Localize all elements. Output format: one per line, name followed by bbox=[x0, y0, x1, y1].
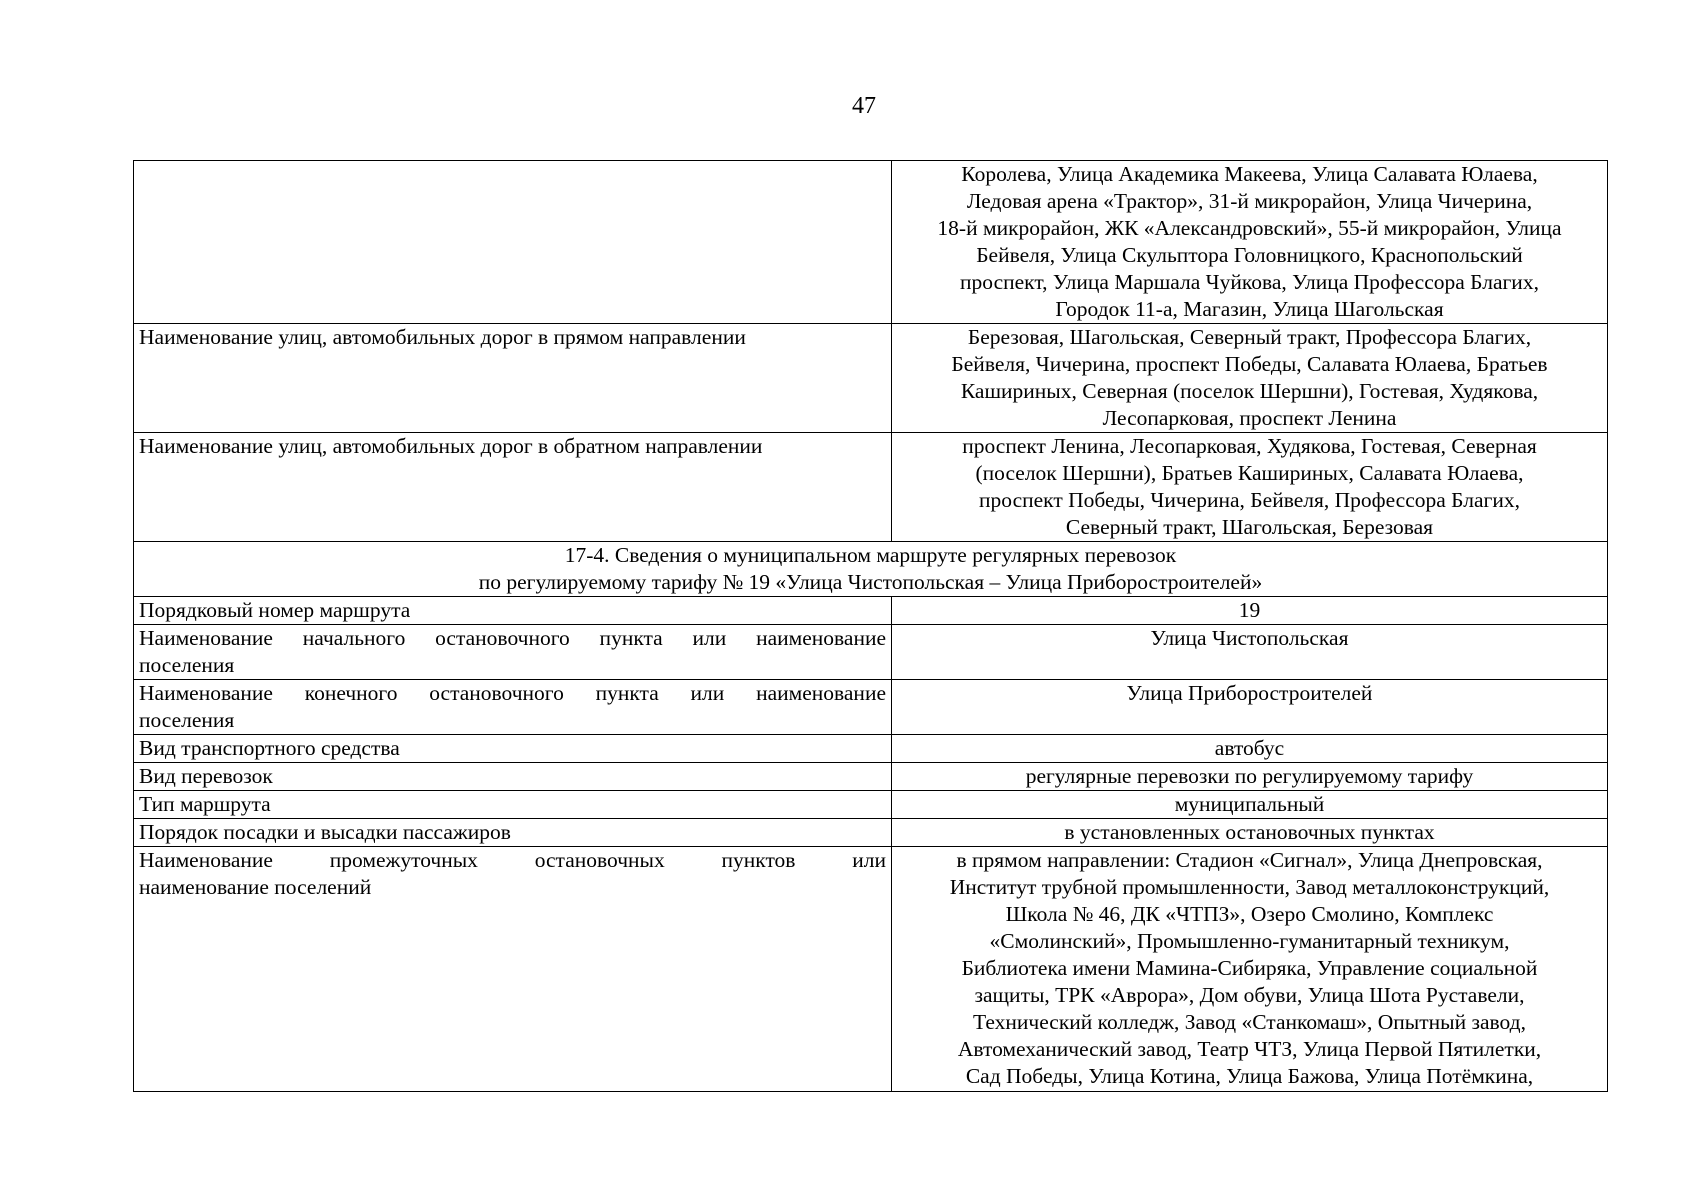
intermediate-stops-line: Школа № 46, ДК «ЧТПЗ», Озеро Смолино, Комплекс bbox=[1005, 902, 1494, 926]
boarding-order-value: в установленных остановочных пунктах bbox=[892, 819, 1608, 847]
end-stop-value: Улица Приборостроителей bbox=[892, 680, 1608, 735]
table-row-transport-kind bbox=[134, 763, 1608, 791]
intermediate-stops-label-line: Наименование промежуточных остановочных пунктов или bbox=[139, 848, 886, 872]
reverse-streets-line: (поселок Шершни), Братьев Кашириных, Салавата Юлаева, bbox=[975, 461, 1524, 485]
table-row-route-number bbox=[134, 597, 1608, 625]
intermediate-stops-value bbox=[892, 847, 1608, 1092]
intermediate-stops-line: Сад Победы, Улица Котина, Улица Бажова, Улица Потёмкина, bbox=[965, 1064, 1534, 1088]
table-row-section-title bbox=[134, 542, 1608, 597]
intermediate-stops-line: в прямом направлении: Стадион «Сигнал», Улица Днепровская, bbox=[956, 848, 1543, 872]
end-stop-label bbox=[134, 680, 892, 735]
table-row-route-type bbox=[134, 791, 1608, 819]
vehicle-type-value: автобус bbox=[892, 735, 1608, 763]
section-title-line: 17-4. Сведения о муниципальном маршруте регулярных перевозок bbox=[564, 543, 1177, 567]
forward-streets-line: Лесопарковая, проспект Ленина bbox=[1102, 406, 1397, 430]
table-row-forward-streets bbox=[134, 324, 1608, 433]
reverse-streets-label: Наименование улиц, автомобильных дорог в обратном направлении bbox=[134, 433, 892, 542]
route-number-label: Порядковый номер маршрута bbox=[134, 597, 892, 625]
forward-streets-line: Кашириных, Северная (поселок Шершни), Гостевая, Худякова, bbox=[960, 379, 1539, 403]
transport-kind-value: регулярные перевозки по регулируемому тарифу bbox=[892, 763, 1608, 791]
transport-kind-label: Вид перевозок bbox=[134, 763, 892, 791]
continuation-value-line: 18-й микрорайон, ЖК «Александровский», 55-й микрорайон, Улица bbox=[937, 216, 1562, 240]
route-info-table bbox=[133, 160, 1608, 1092]
intermediate-stops-line: Библиотека имени Мамина-Сибиряка, Управление социальной bbox=[961, 956, 1538, 980]
table-row-reverse-streets bbox=[134, 433, 1608, 542]
forward-streets-line: Бейвеля, Чичерина, проспект Победы, Салавата Юлаева, Братьев bbox=[951, 352, 1548, 376]
continuation-value-line: проспект, Улица Маршала Чуйкова, Улица Профессора Благих, bbox=[960, 270, 1539, 294]
section-title-line: по регулируемому тарифу № 19 «Улица Чистопольская – Улица Приборостроителей» bbox=[478, 570, 1263, 594]
table-row-boarding-order bbox=[134, 819, 1608, 847]
intermediate-stops-line: Институт трубной промышленности, Завод металлоконструкций, bbox=[949, 875, 1550, 899]
intermediate-stops-line: защиты, ТРК «Аврора», Дом обуви, Улица Шота Руставели, bbox=[974, 983, 1525, 1007]
table-row-vehicle-type bbox=[134, 735, 1608, 763]
table-row-continuation bbox=[134, 161, 1608, 324]
start-stop-label bbox=[134, 625, 892, 680]
boarding-order-label: Порядок посадки и высадки пассажиров bbox=[134, 819, 892, 847]
route-type-label: Тип маршрута bbox=[134, 791, 892, 819]
table-row-end-stop bbox=[134, 680, 1608, 735]
continuation-label-cell bbox=[134, 161, 892, 324]
continuation-value-line: Городок 11-а, Магазин, Улица Шагольская bbox=[1055, 297, 1444, 321]
continuation-value-cell bbox=[892, 161, 1608, 324]
route-type-value: муниципальный bbox=[892, 791, 1608, 819]
table-row-intermediate-stops bbox=[134, 847, 1608, 1092]
intermediate-stops-line: Технический колледж, Завод «Станкомаш», Опытный завод, bbox=[973, 1010, 1526, 1034]
vehicle-type-label: Вид транспортного средства bbox=[134, 735, 892, 763]
page-number: 47 bbox=[852, 93, 876, 119]
end-stop-label-line: Наименование конечного остановочного пункта или наименование bbox=[139, 681, 886, 705]
end-stop-label-line: поселения bbox=[139, 708, 235, 732]
start-stop-label-line: Наименование начального остановочного пункта или наименование bbox=[139, 626, 886, 650]
start-stop-label-line: поселения bbox=[139, 653, 235, 677]
start-stop-value: Улица Чистопольская bbox=[892, 625, 1608, 680]
table-row-start-stop bbox=[134, 625, 1608, 680]
continuation-value-line: Королева, Улица Академика Макеева, Улица Салавата Юлаева, bbox=[961, 162, 1538, 186]
reverse-streets-value bbox=[892, 433, 1608, 542]
section-title bbox=[134, 542, 1608, 597]
reverse-streets-line: Северный тракт, Шагольская, Березовая bbox=[1065, 515, 1434, 539]
forward-streets-label: Наименование улиц, автомобильных дорог в прямом направлении bbox=[134, 324, 892, 433]
continuation-value-line: Бейвеля, Улица Скульптора Головницкого, Краснопольский bbox=[976, 243, 1523, 267]
route-number-value: 19 bbox=[892, 597, 1608, 625]
intermediate-stops-line: Автомеханический завод, Театр ЧТЗ, Улица Первой Пятилетки, bbox=[957, 1037, 1542, 1061]
continuation-value-line: Ледовая арена «Трактор», 31-й микрорайон, Улица Чичерина, bbox=[966, 189, 1533, 213]
forward-streets-line: Березовая, Шагольская, Северный тракт, Профессора Благих, bbox=[967, 325, 1532, 349]
reverse-streets-line: проспект Ленина, Лесопарковая, Худякова, Гостевая, Северная bbox=[962, 434, 1537, 458]
reverse-streets-line: проспект Победы, Чичерина, Бейвеля, Профессора Благих, bbox=[979, 488, 1520, 512]
intermediate-stops-label bbox=[134, 847, 892, 1092]
forward-streets-value bbox=[892, 324, 1608, 433]
intermediate-stops-line: «Смолинский», Промышленно-гуманитарный техникум, bbox=[989, 929, 1510, 953]
intermediate-stops-label-line: наименование поселений bbox=[139, 875, 372, 899]
